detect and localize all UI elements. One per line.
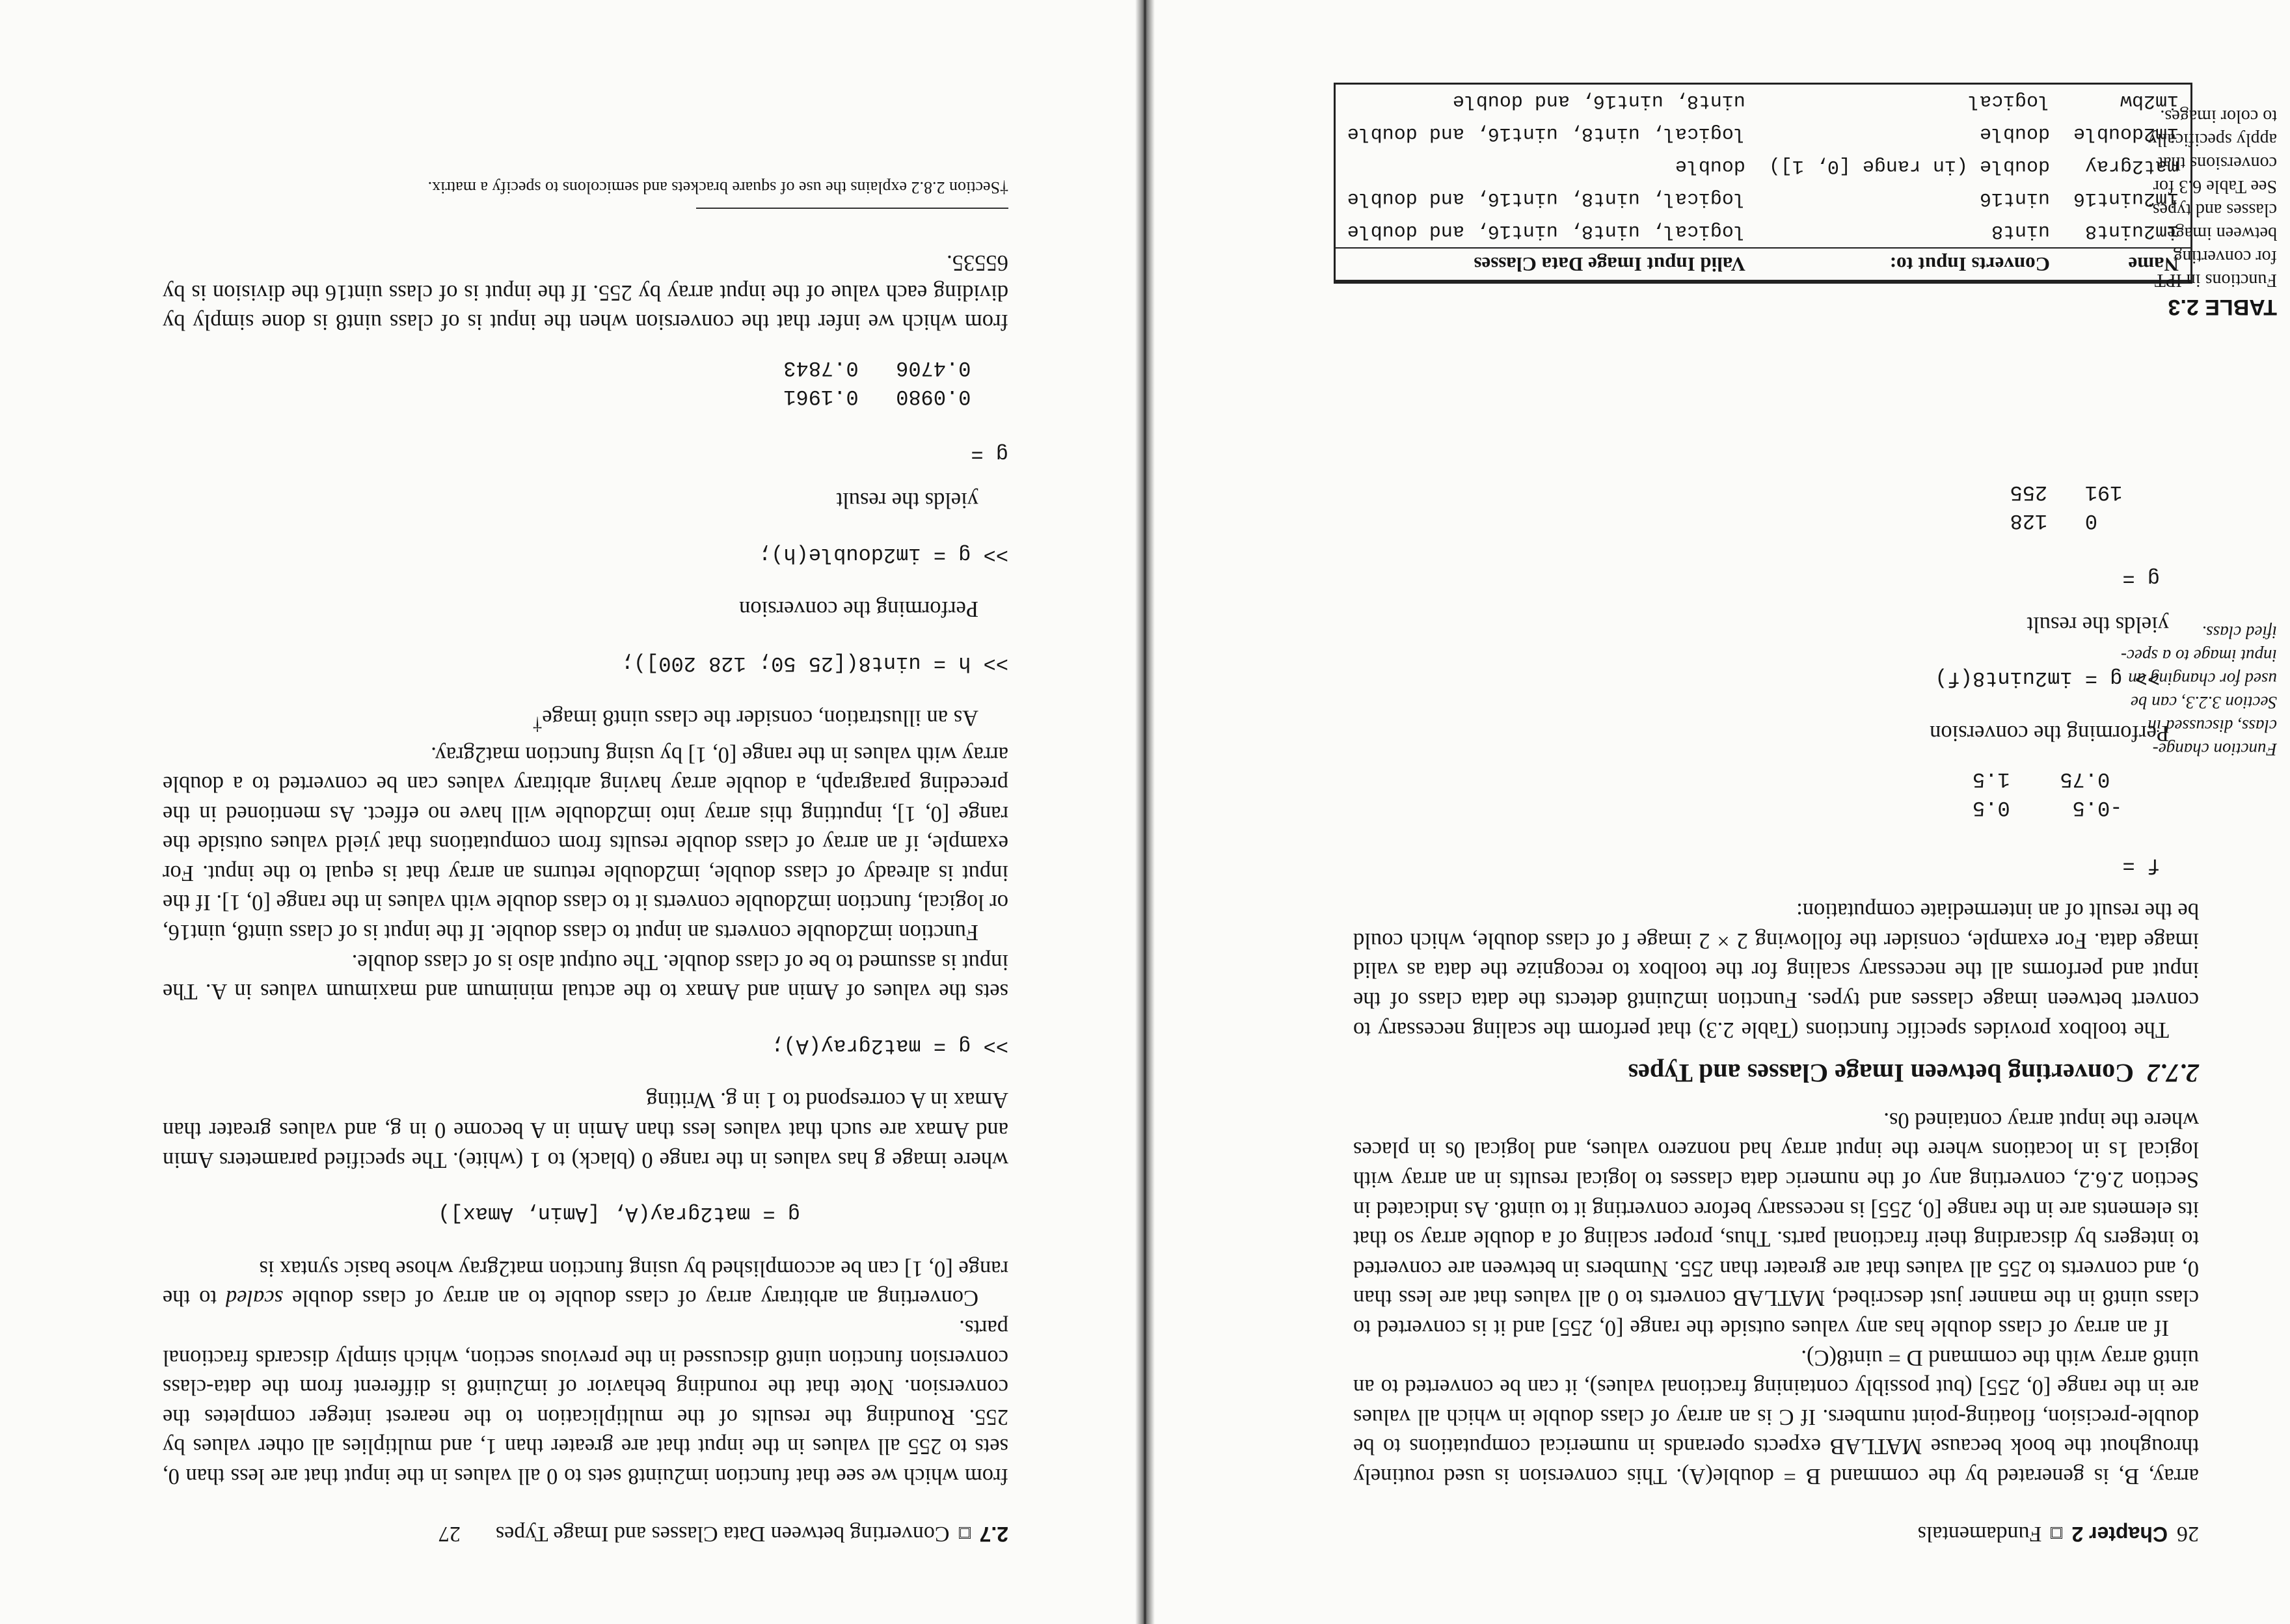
code-line: >> g = im2uint8(f) [1935,666,2160,691]
book-gutter [1135,0,1155,1624]
paragraph: array, B, is generated by the command B = double(A). This conversion is used routinely throughout the book because MATLAB expects operands in numerical computations to be double-precision, floating-point numbers. If C is an array of class double in which all values are in the range [0, 255] (but possibly containing fractional values), it can be converted to an uint8 array with the command D = uint8(C). [1353,1345,2199,1489]
caption-line: See Table 6.3 for [2153,176,2277,196]
section-heading [1353,1059,2199,1089]
table-row [1336,117,2190,150]
caption-line: Functions in IPT [2154,270,2277,290]
matrix-label: g = [2122,565,2160,590]
paragraph: If an array of class double has any values outside the range [0, 255] and it is converted to class uint8 in the manner just described, MATLAB converts to 0 all values that are less than 0, and converts to 255 all values that are greater than 255. Numbers in between are converted to integers by discarding their fractional parts. Thus, proper scaling of a double array so that its elements are in the range [0, 255] is necessary before converting it to uint8. As indicated in Section 2.6.2, converting any of the numeric data classes to logical results in an array with logical 1s in locations where the input array had nonzero values, and logical 0s in places where the input array contained 0s. [1353,1107,2199,1341]
table-header: Name [2062,248,2190,281]
table-cell: logical, uint8, uint16, and double [1347,220,1745,242]
section-title: Converting between Image Classes and Types [1628,1059,2134,1089]
footnote: †Section 2.8.2 explains the use of square brackets and semicolons to specify a matrix. [427,178,1008,197]
table-cell: mat2gray [2084,155,2179,177]
paragraph: Function im2double converts an input to class double. If the input is of class uint8, uint16, or logical, function im2double converts it to class double with values in the range [0, 1]. If the input is already of class double, im2double returns an array that is equal to the input. For example, if an array of class double results from computations that yield values outside the range [0, 1], inputting this array into im2double will have no effect. As mentioned in the preceding paragraph, a double array having arbitrary values can be converted to a double array with values in the range [0, 1] by using function mat2gray. [163,742,1008,945]
table-cell: uint8 [1991,220,2050,242]
table-cell: logical [1967,90,2050,112]
code-line: >> g = mat2gray(A); [771,1033,1008,1058]
footnote-rule [696,208,1008,209]
caption-line: apply specifically [2148,129,2277,150]
table-cell: double [1675,155,1745,177]
note-line: Section 3.2.3, can be [2131,693,2277,712]
text-span: As an illustration, consider the class uint8 image [542,705,978,731]
table-row [1336,85,2190,117]
paragraph: Performing the conversion [1930,720,2169,746]
ornament-icon [2051,1527,2062,1539]
caption-line: between image [2167,223,2277,243]
text-span: to the range [0, 1] can be accomplished by using function mat2gray whose basic syntax is [162,1256,1008,1311]
matrix-row: 191 255 [2010,480,2160,504]
table-row [1336,150,2190,182]
matrix-row: -0.5 0.5 [1972,795,2160,820]
ornament-icon [959,1527,971,1539]
matrix-row: 0.75 1.5 [1972,766,2160,791]
margin-table-caption [2101,39,2277,319]
paragraph: yields the result [2027,612,2169,637]
header-title: Fundamentals [1917,1522,2042,1546]
text-span: Converting an arbitrary array of class double to an array of class double [292,1286,978,1311]
matrix-g [1353,478,2160,592]
matrix-row: 0.4706 0.7843 [783,356,1008,381]
matrix-label: g = [971,442,1008,467]
section-label: 2.7 [979,1522,1008,1546]
paragraph: yields the result [836,488,978,513]
paragraph: from which we see that function im2uint8 sets to 0 all values in the input that are less than 0, sets to 255 all values in the input that are greater than 1, and multiplies all other values by 255. Rounding the results of the multiplication to the nearest integer completes the conversion. Note that the rounding behavior of im2uint8 is different from the data-class conversion function uint8 discussed in the previous section, which simply discards fractional parts. [163,1316,1008,1489]
note-line: input image to a spec- [2121,646,2277,666]
note-line: used for changing an [2128,670,2277,689]
matrix-g2 [163,353,1008,468]
paragraph: The toolbox provides specific functions (Table 2.3) that perform the scaling necessary to convert between image classes and types. Function im2uint8 detects the data class of the input and performs all the necessary scaling for the toolbox to recognize the data as valid image data. For example, consider the following 2 × 2 image f of class double, which could be the result of an intermediate computation: [1353,899,2199,1042]
page-number: 26 [2177,1522,2199,1546]
code-line: >> h = uint8([25 50; 128 200]); [621,651,1008,675]
matrix-row: 0.0980 0.1961 [783,385,1008,409]
right-body [163,176,1008,1491]
table-header: Converts Input to: [1757,248,2062,281]
chapter-label: Chapter 2 [2071,1522,2168,1546]
running-header-left [1918,1521,2199,1546]
note-line: class, discussed in [2148,716,2277,736]
paragraph: from which we infer that the conversion when the input is of class uint8 is done simply by dividing each value of the input array by 255. If the input is of class uint16 the division is by 65535. [163,250,1008,335]
margin-note-changeclass [2101,621,2277,761]
table-cell: im2uint16 [2073,187,2179,210]
caption-line: conversions that [2158,153,2277,173]
note-line: ified class. [2202,623,2277,642]
paragraph: Performing the conversion [739,597,978,622]
paragraph: sets the values of Amin and Amax to the actual minimum and maximum values in A. The input is assumed to be of class double. The output also is of class double. [163,949,1008,1005]
left-body [1353,461,2199,1491]
page-number: 27 [438,1522,461,1546]
table-cell: double [1979,122,2050,144]
matrix-label: f = [2122,852,2160,877]
table-label: TABLE 2.3 [2168,295,2277,319]
caption-line: to color images. [2160,106,2277,126]
paragraph [163,1253,1008,1312]
emphasis: scaled [225,1286,284,1311]
table-cell: logical, uint8, uint16, and double [1347,187,1745,210]
table-cell: uint8, uint16, and double [1452,90,1745,112]
footnote-mark: † [532,714,543,735]
running-header-right [438,1521,1008,1546]
note-line: Function change- [2152,740,2277,759]
table-header: Valid Input Image Data Classes [1336,248,1757,281]
caption-line: for converting [2173,247,2277,267]
code-line: >> g = im2double(h); [758,542,1008,567]
table-cell: logical, uint8, uint16, and double [1347,122,1745,144]
table-2-3 [1334,79,2192,284]
table-cell: double (in range [0, 1]) [1768,155,2050,177]
paragraph: where image g has values in the range 0 (black) to 1 (white). The specified parameters Amin and Amax are such that values less than Amin in A become 0 in g, and values greater than Amax in A correspond to 1 in g. Writing [163,1088,1008,1172]
section-number: 2.7.2 [2147,1059,2199,1089]
matrix-row: 0 128 [2010,508,2160,533]
table-row [1336,182,2190,215]
table-cell: uint16 [1979,187,2050,210]
paragraph [163,703,1008,739]
table-cell: im2uint8 [2084,220,2179,242]
code-syntax: g = mat2gray(A, [Amin, Amax]) [438,1202,800,1226]
table-cell: im2bw [2120,90,2179,112]
caption-line: classes and types. [2148,200,2277,220]
table-row [1336,215,2190,248]
header-title: Converting between Data Classes and Image Types [495,1522,950,1546]
matrix-f [1353,765,2160,879]
table-cell: im2double [2073,122,2179,144]
